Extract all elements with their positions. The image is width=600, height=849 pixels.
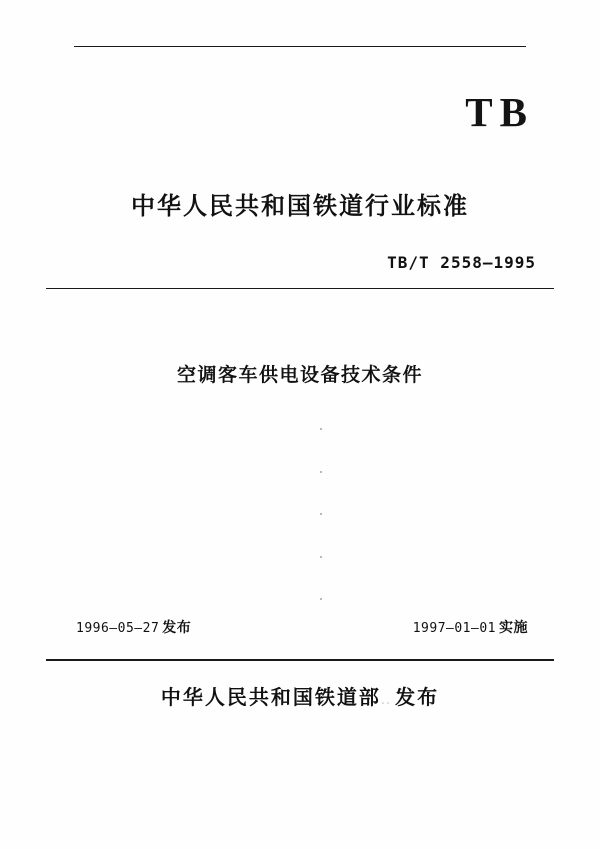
standard-number: TB/T 2558—1995 — [387, 253, 536, 272]
effective-date — [413, 617, 528, 637]
effective-date-value: 1997—01—01 — [412, 621, 496, 636]
issue-date-label: 发布 — [162, 620, 192, 636]
dot-mark — [320, 598, 322, 600]
issuer-separator-dots: .. — [380, 693, 392, 708]
issue-date — [76, 617, 191, 637]
bottom-divider-rule — [46, 659, 554, 661]
middle-divider-rule — [46, 288, 554, 289]
issuer-line — [0, 681, 600, 710]
document-title: 空调客车供电设备技术条件 — [176, 364, 423, 386]
dates-row — [76, 617, 528, 637]
standard-series-title: 中华人民共和国铁道行业标准 — [131, 192, 469, 220]
standard-mark-tb: TB — [465, 89, 534, 135]
effective-date-label: 实施 — [499, 620, 528, 636]
dot-mark — [320, 513, 322, 515]
top-divider-rule — [74, 46, 526, 47]
center-dot-column — [318, 428, 324, 600]
issuer-action-label: 发布 — [395, 685, 440, 709]
issuer-organization: 中华人民共和国铁道部 — [160, 685, 381, 709]
issue-date-value: 1996—05—27 — [76, 621, 160, 636]
dot-mark — [320, 428, 322, 430]
dot-mark — [320, 471, 322, 473]
dot-mark — [320, 556, 322, 558]
